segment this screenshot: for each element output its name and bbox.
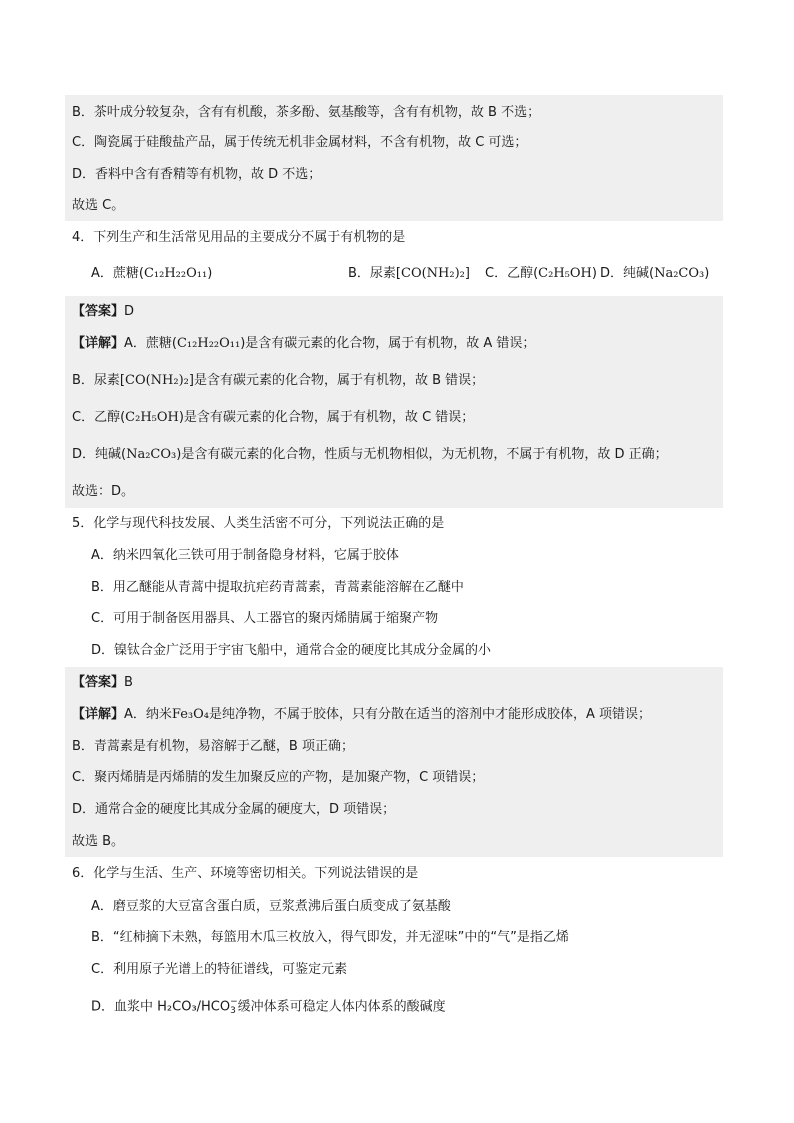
q5-conclusion: 故选 B。	[72, 834, 125, 849]
q4-formula-c: C₂H₅OH	[538, 266, 592, 281]
q5-detail-3: C．聚丙烯腈是丙烯腈的发生加聚反应的产物，是加聚产物，C 项错误；	[72, 770, 485, 785]
q4-stem: 4．下列生产和生活常见用品的主要成分不属于有机物的是	[72, 230, 406, 245]
prev-line-3: D．香料中含有香精等有机物，故 D 不选；	[72, 167, 322, 182]
q4-answer-block	[65, 296, 723, 508]
q5-answer-block	[65, 667, 723, 857]
q4-detail-2: B．尿素[CO(NH₂)₂]是含有碳元素的化合物，属于有机物，故 B 错误；	[72, 373, 485, 388]
q5-option-d: D．镍钛合金广泛用于宇宙飞船中，通常合金的硬度比其成分金属的小	[91, 643, 492, 658]
q5-detail-2: B．青蒿素是有机物，易溶解于乙醚，B 项正确；	[72, 739, 354, 754]
q5-answer: 【答案】B	[72, 675, 133, 690]
q4-option-b: B．尿素[CO(NH₂)₂]	[348, 266, 470, 281]
q4-detail-4: D．纯碱(Na₂CO₃)是含有碳元素的化合物，性质与无机物相似，为无机物，不属于有机物，故 D 正确；	[72, 447, 668, 462]
q6-option-c: C．利用原子光谱上的特征谱线，可鉴定元素	[91, 962, 348, 977]
q6-option-b: B．“红柿摘下未熟，每篮用木瓜三枚放入，得气即发，并无涩味”中的“气”是指乙烯	[91, 930, 569, 945]
prev-conclusion: 故选 C。	[72, 198, 125, 213]
q5-stem: 5．化学与现代科技发展、人类生活密不可分，下列说法正确的是	[72, 516, 445, 531]
q5-option-c: C．可用于制备医用器具、人工器官的聚丙烯腈属于缩聚产物	[91, 611, 439, 626]
q6-option-d: D．血浆中 H₂CO₃/HCO − 3 缓冲体系可稳定人体内体系的酸碱度	[91, 997, 446, 1016]
q5-detail-4: D．通常合金的硬度比其成分金属的硬度大，D 项错误；	[72, 802, 396, 817]
q4-formula-a: C₁₂H₂₂O₁₁	[143, 266, 208, 281]
q4-answer: 【答案】D	[72, 304, 135, 319]
prev-line-2: C．陶瓷属于硅酸盐产品，属于传统无机非金属材料，不含有机物，故 C 可选；	[72, 135, 528, 150]
q4-formula-b: CO(NH₂)₂	[401, 266, 465, 281]
q4-formula-d: Na₂CO₃	[654, 266, 705, 281]
q4-option-d: D．纯碱(Na₂CO₃)	[600, 266, 710, 281]
q4-detail-3: C．乙醇(C₂H₅OH)是含有碳元素的化合物，属于有机物，故 C 错误；	[72, 410, 475, 425]
q4-conclusion: 故选：D。	[72, 484, 135, 499]
q4-option-a: A．蔗糖(C₁₂H₂₂O₁₁)	[91, 266, 213, 281]
q5-option-b: B．用乙醚能从青蒿中提取抗疟药青蒿素，青蒿素能溶解在乙醚中	[91, 580, 464, 595]
q6-option-a: A．磨豆浆的大豆富含蛋白质，豆浆煮沸后蛋白质变成了氨基酸	[91, 899, 451, 914]
q4-option-c: C．乙醇(C₂H₅OH)	[485, 266, 597, 281]
prev-line-1: B．茶叶成分较复杂，含有有机酸，茶多酚、氨基酸等，含有有机物，故 B 不选；	[72, 105, 541, 120]
q6-stem: 6．化学与生活、生产、环境等密切相关。下列说法错误的是	[72, 866, 419, 881]
q5-detail-1: 【详解】A．纳米Fe₃O₄是纯净物，不属于胶体，只有分散在适当的溶剂中才能形成胶体，A 项错误；	[72, 707, 652, 722]
q4-detail-1: 【详解】A．蔗糖(C₁₂H₂₂O₁₁)是含有碳元素的化合物，属于有机物，故 A 错误；	[72, 336, 536, 351]
q5-option-a: A．纳米四氧化三铁可用于制备隐身材料，它属于胶体	[91, 548, 399, 563]
